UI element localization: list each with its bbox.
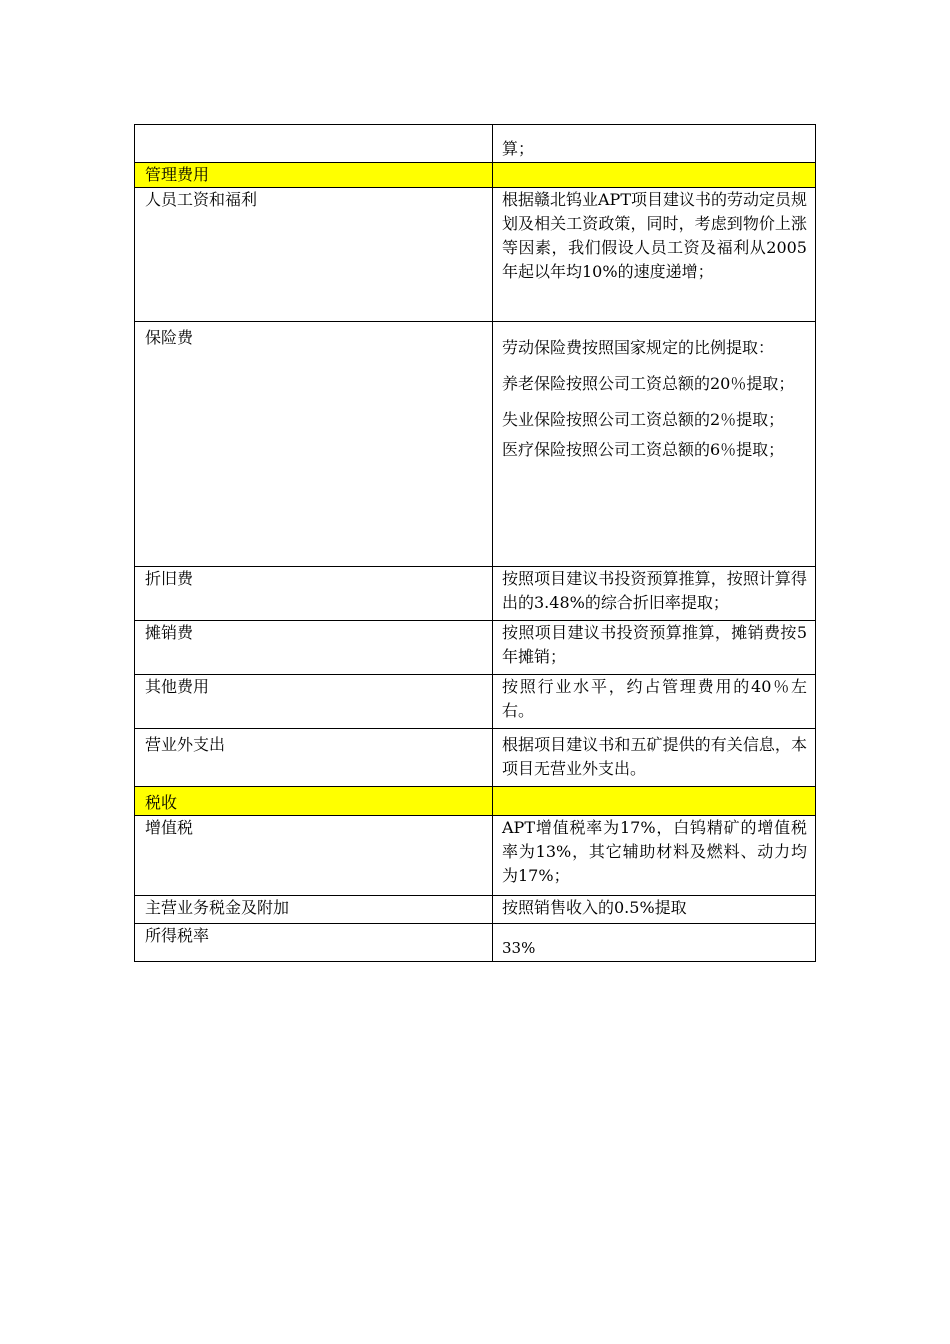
left-cell: 所得税率 [135,924,493,962]
right-cell: 按照销售收入的0.5%提取 [493,896,816,924]
right-cell: 按照项目建议书投资预算推算，按照计算得出的3.48%的综合折旧率提取； [493,567,816,621]
right-cell [493,729,816,787]
right-cell [493,125,816,163]
right-cell [493,787,816,816]
right-cell [493,924,816,962]
left-text: 营业外支出 [145,735,226,754]
right-cell: 按照行业水平，约占管理费用的40％左右。 [493,675,816,729]
section-title [135,787,493,816]
table-row [135,567,816,621]
right-text: 根据项目建议书和五矿提供的有关信息，本项目无营业外支出。 [502,735,807,778]
left-text: 保险费 [145,328,194,347]
table-row [135,675,816,729]
cost-assumption-table [134,124,816,962]
left-text: 税收 [145,793,178,812]
right-cell [493,322,816,567]
section-title: 管理费用 [135,163,493,188]
right-text: 33% [502,939,536,957]
table-row [135,621,816,675]
insurance-paragraph: 失业保险按照公司工资总额的2％提取； [502,410,785,429]
table-row [135,125,816,163]
right-cell: 根据赣北钨业APT项目建议书的劳动定员规划及相关工资政策，同时，考虑到物价上涨等因素，我们假设人员工资及福利从2005年起以年均10%的速度递增； [493,188,816,322]
right-text: 算； [502,139,535,158]
left-cell: 主营业务税金及附加 [135,896,493,924]
table-row [135,729,816,787]
section-row-tax [135,787,816,816]
insurance-paragraph: 劳动保险费按照国家规定的比例提取： [502,338,775,357]
left-cell: 增值税 [135,816,493,896]
left-cell: 折旧费 [135,567,493,621]
left-cell: 摊销费 [135,621,493,675]
table-row [135,896,816,924]
section-row-management [135,163,816,188]
table-row [135,322,816,567]
right-cell: APT增值税率为17%，白钨精矿的增值税率为13%，其它辅助材料及燃料、动力均为17%； [493,816,816,896]
insurance-paragraph: 医疗保险按照公司工资总额的6％提取； [502,440,785,459]
left-cell [135,125,493,163]
left-cell [135,322,493,567]
table-row [135,816,816,896]
insurance-paragraph: 养老保险按照公司工资总额的20％提取； [502,374,795,393]
left-cell: 其他费用 [135,675,493,729]
table-row [135,188,816,322]
table-row [135,924,816,962]
right-cell [493,163,816,188]
left-cell [135,729,493,787]
left-cell: 人员工资和福利 [135,188,493,322]
right-cell: 按照项目建议书投资预算推算，摊销费按5年摊销； [493,621,816,675]
